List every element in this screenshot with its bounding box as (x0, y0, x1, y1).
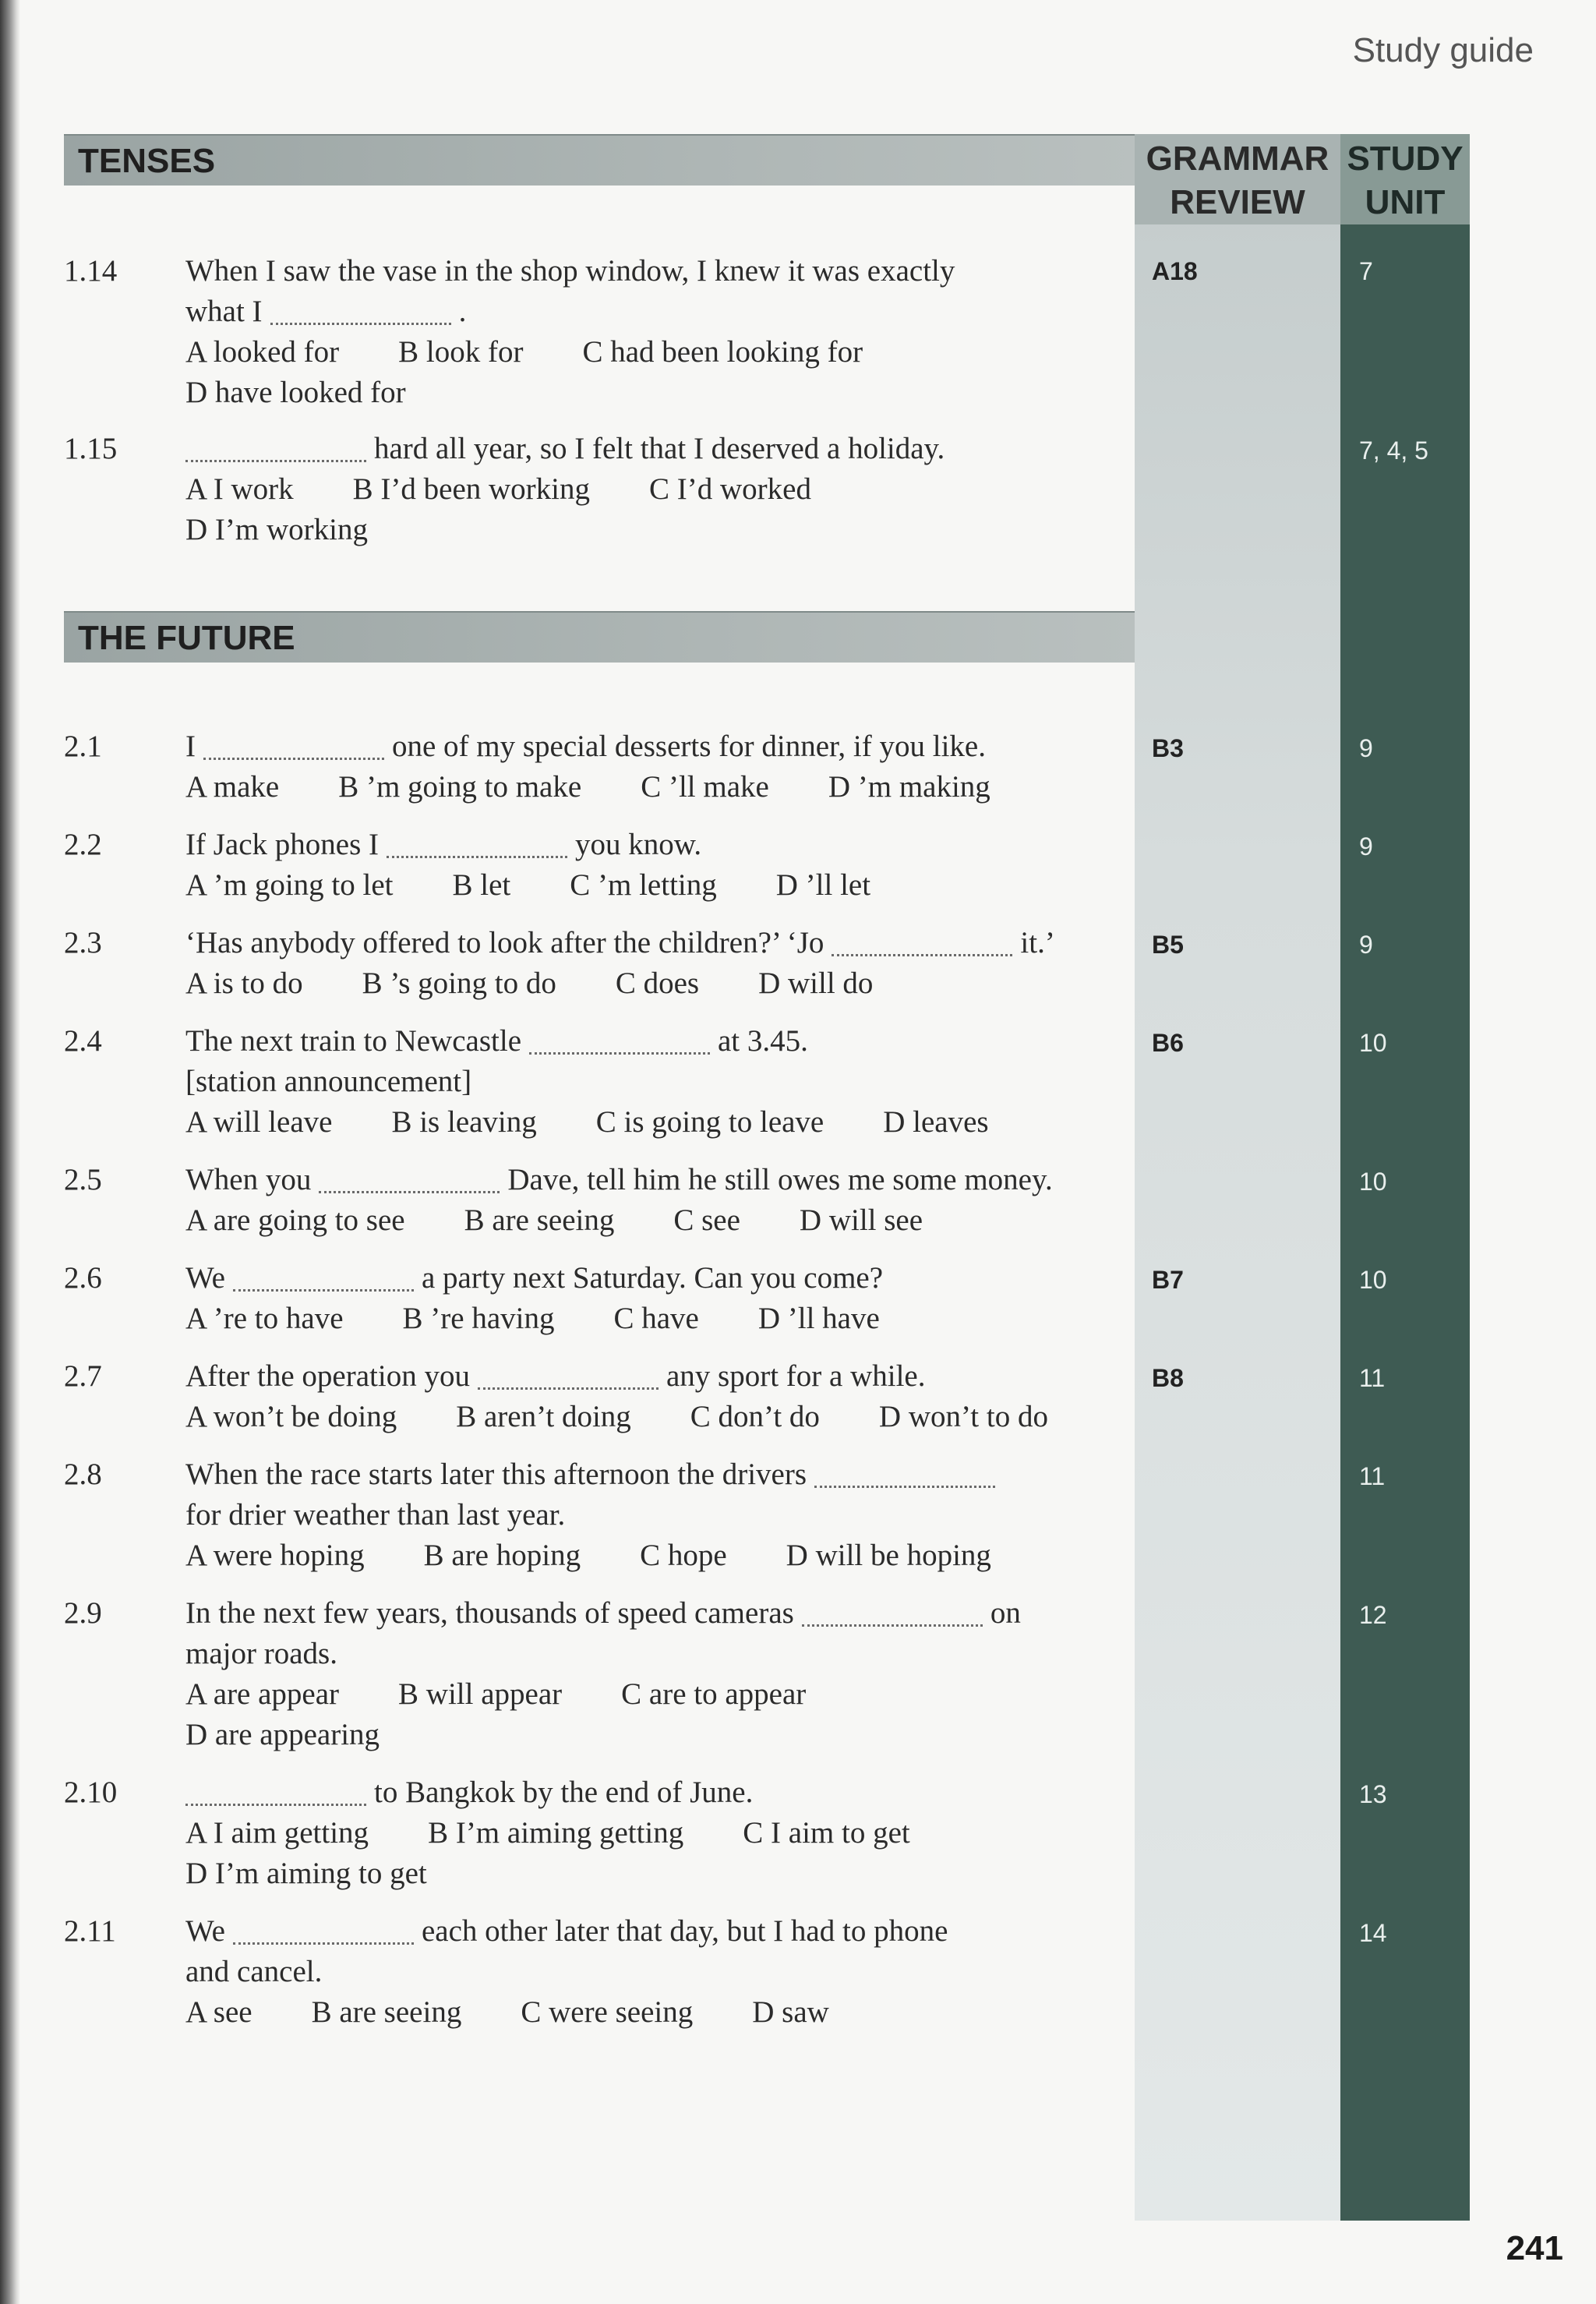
question-number: 2.4 (64, 1024, 102, 1058)
question-number: 1.14 (64, 254, 118, 288)
grammar-review-ref: B5 (1152, 931, 1184, 959)
question-text: When I saw the vase in the shop window, I knew it was exactly (185, 254, 955, 288)
option: D will do (758, 966, 874, 1000)
answer-blank (233, 1258, 414, 1292)
question-text: at 3.45. (718, 1024, 808, 1058)
option: C see (673, 1203, 740, 1237)
question-text: The next train to Newcastle (185, 1024, 521, 1058)
question-text: you know. (575, 828, 702, 861)
option: C ’m letting (570, 868, 717, 902)
question-number: 2.3 (64, 926, 102, 959)
option: D ’m making (828, 770, 990, 804)
question-number: 1.15 (64, 432, 118, 465)
question-text: major roads. (185, 1637, 337, 1670)
option: C are to appear (621, 1677, 807, 1711)
question-number: 2.5 (64, 1163, 102, 1196)
question-text: ‘Has anybody offered to look after the children?’ ‘Jo (185, 926, 824, 959)
grammar-header-line2: REVIEW (1170, 183, 1305, 221)
option: B ’re having (402, 1302, 555, 1335)
option: B are hoping (423, 1539, 581, 1572)
option: A will leave (185, 1105, 333, 1139)
option: C were seeing (521, 1995, 694, 2029)
option: B let (452, 868, 511, 902)
option: C hope (640, 1539, 727, 1572)
option: B aren’t doing (456, 1400, 631, 1433)
question-number: 2.8 (64, 1458, 102, 1491)
study-unit-ref: 7, 4, 5 (1359, 436, 1428, 465)
study-unit-ref: 12 (1359, 1601, 1387, 1629)
option: A ’m going to let (185, 868, 394, 902)
option: C had been looking for (582, 335, 863, 369)
grammar-review-ref: B6 (1152, 1029, 1184, 1057)
option: D will be hoping (786, 1539, 991, 1572)
question-text: any sport for a while. (666, 1359, 926, 1393)
option: B I’d been working (352, 472, 591, 506)
option: C I’d worked (649, 472, 811, 506)
study-unit-ref: 11 (1359, 1364, 1386, 1392)
question-text: We (185, 1261, 225, 1295)
study-unit-ref: 10 (1359, 1029, 1387, 1057)
grammar-review-ref: A18 (1152, 257, 1198, 285)
answer-blank (478, 1356, 659, 1390)
option: A are going to see (185, 1203, 405, 1237)
grammar-review-ref: B8 (1152, 1364, 1184, 1392)
answer-blank (529, 1021, 710, 1055)
question-number: 2.9 (64, 1596, 102, 1630)
option: A I aim getting (185, 1816, 369, 1850)
option: B will appear (398, 1677, 563, 1711)
question-text: . (458, 295, 467, 328)
question-text: [station announcement] (185, 1065, 472, 1098)
answer-blank (387, 825, 567, 858)
question-text: When you (185, 1163, 312, 1196)
option: B ’s going to do (362, 966, 556, 1000)
study-unit-ref: 14 (1359, 1919, 1387, 1947)
option: C I aim to get (743, 1816, 910, 1850)
question-text: hard all year, so I felt that I deserved a holiday. (374, 432, 945, 465)
question-text: it.’ (1020, 926, 1055, 959)
study-unit-ref: 10 (1359, 1266, 1387, 1294)
answer-blank (203, 726, 384, 760)
answer-blank (814, 1454, 995, 1488)
answer-blank (233, 1911, 414, 1945)
answer-blank (185, 1772, 366, 1806)
question-text: and cancel. (185, 1955, 323, 1988)
option: D won’t to do (878, 1400, 1048, 1433)
option: A make (185, 770, 280, 804)
option: D are appearing (185, 1718, 380, 1751)
answer-blank (270, 292, 451, 325)
study-unit-header (1340, 134, 1470, 224)
question-text: for drier weather than last year. (185, 1498, 566, 1532)
option: C don’t do (690, 1400, 820, 1433)
option: A ’re to have (185, 1302, 344, 1335)
option: B look for (398, 335, 524, 369)
question-number: 2.10 (64, 1776, 118, 1809)
option: A I work (185, 472, 294, 506)
study-unit-ref: 7 (1359, 257, 1373, 285)
study-unit-ref: 9 (1359, 931, 1373, 959)
option: D ’ll have (757, 1302, 880, 1335)
option: D I’m aiming to get (185, 1857, 427, 1890)
option: D have looked for (185, 376, 406, 409)
question-text: on (990, 1596, 1021, 1630)
question-number: 2.7 (64, 1359, 102, 1393)
question-text: a party next Saturday. Can you come? (422, 1261, 884, 1295)
question-text: what I (185, 295, 263, 328)
option: B is leaving (391, 1105, 537, 1139)
section-heading-the-future: THE FUTURE (64, 611, 1135, 663)
question-text: to Bangkok by the end of June. (374, 1776, 754, 1809)
grammar-review-ref: B3 (1152, 734, 1184, 762)
option: A looked for (185, 335, 340, 369)
question-number: 2.1 (64, 730, 102, 763)
answer-blank (802, 1593, 983, 1627)
question-text: After the operation you (185, 1359, 470, 1393)
question-text: When the race starts later this afternoon the drivers (185, 1458, 807, 1491)
study-unit-ref: 13 (1359, 1780, 1387, 1808)
question-text: We (185, 1914, 225, 1948)
question-number: 2.2 (64, 828, 102, 861)
grammar-header-line1: GRAMMAR (1146, 140, 1329, 178)
study-unit-ref: 11 (1359, 1462, 1386, 1490)
option: A are appear (185, 1677, 340, 1711)
option: B ’m going to make (338, 770, 582, 804)
question-text: Dave, tell him he still owes me some money. (507, 1163, 1053, 1196)
page-number: 241 (1506, 2229, 1563, 2267)
section-heading-tenses: TENSES (64, 134, 1135, 186)
study-unit-ref: 9 (1359, 832, 1373, 860)
option: A won’t be doing (185, 1400, 397, 1433)
option: C ’ll make (641, 770, 769, 804)
question-text: one of my special desserts for dinner, if you like. (392, 730, 986, 763)
option: A were hoping (185, 1539, 365, 1572)
question-text: each other later that day, but I had to phone (422, 1914, 948, 1948)
study-header-line2: UNIT (1365, 183, 1446, 221)
option: B are seeing (464, 1203, 615, 1237)
option: D leaves (883, 1105, 989, 1139)
study-unit-ref: 9 (1359, 734, 1373, 762)
question-text: If Jack phones I (185, 828, 379, 861)
answer-blank (319, 1160, 500, 1193)
option: A see (185, 1995, 252, 2029)
question-number: 2.6 (64, 1261, 102, 1295)
option: C is going to leave (595, 1105, 824, 1139)
book-spine-shadow (0, 0, 20, 2304)
option: D saw (752, 1995, 829, 2029)
running-head: Study guide (1352, 31, 1534, 69)
question-text: I (185, 730, 196, 763)
option: D I’m working (185, 513, 368, 546)
study-unit-ref: 10 (1359, 1168, 1387, 1196)
option: A is to do (185, 966, 303, 1000)
option: B I’m aiming getting (428, 1816, 684, 1850)
option: D ’ll let (775, 868, 871, 902)
answer-blank (185, 429, 366, 462)
study-header-line1: STUDY (1347, 140, 1464, 178)
option: D will see (799, 1203, 923, 1237)
question-number: 2.11 (64, 1914, 116, 1948)
grammar-review-ref: B7 (1152, 1266, 1184, 1294)
option: B are seeing (311, 1995, 462, 2029)
option: C have (613, 1302, 699, 1335)
question-text: In the next few years, thousands of speed cameras (185, 1596, 794, 1630)
option: C does (615, 966, 700, 1000)
answer-blank (832, 923, 1012, 956)
grammar-review-header (1135, 134, 1340, 224)
